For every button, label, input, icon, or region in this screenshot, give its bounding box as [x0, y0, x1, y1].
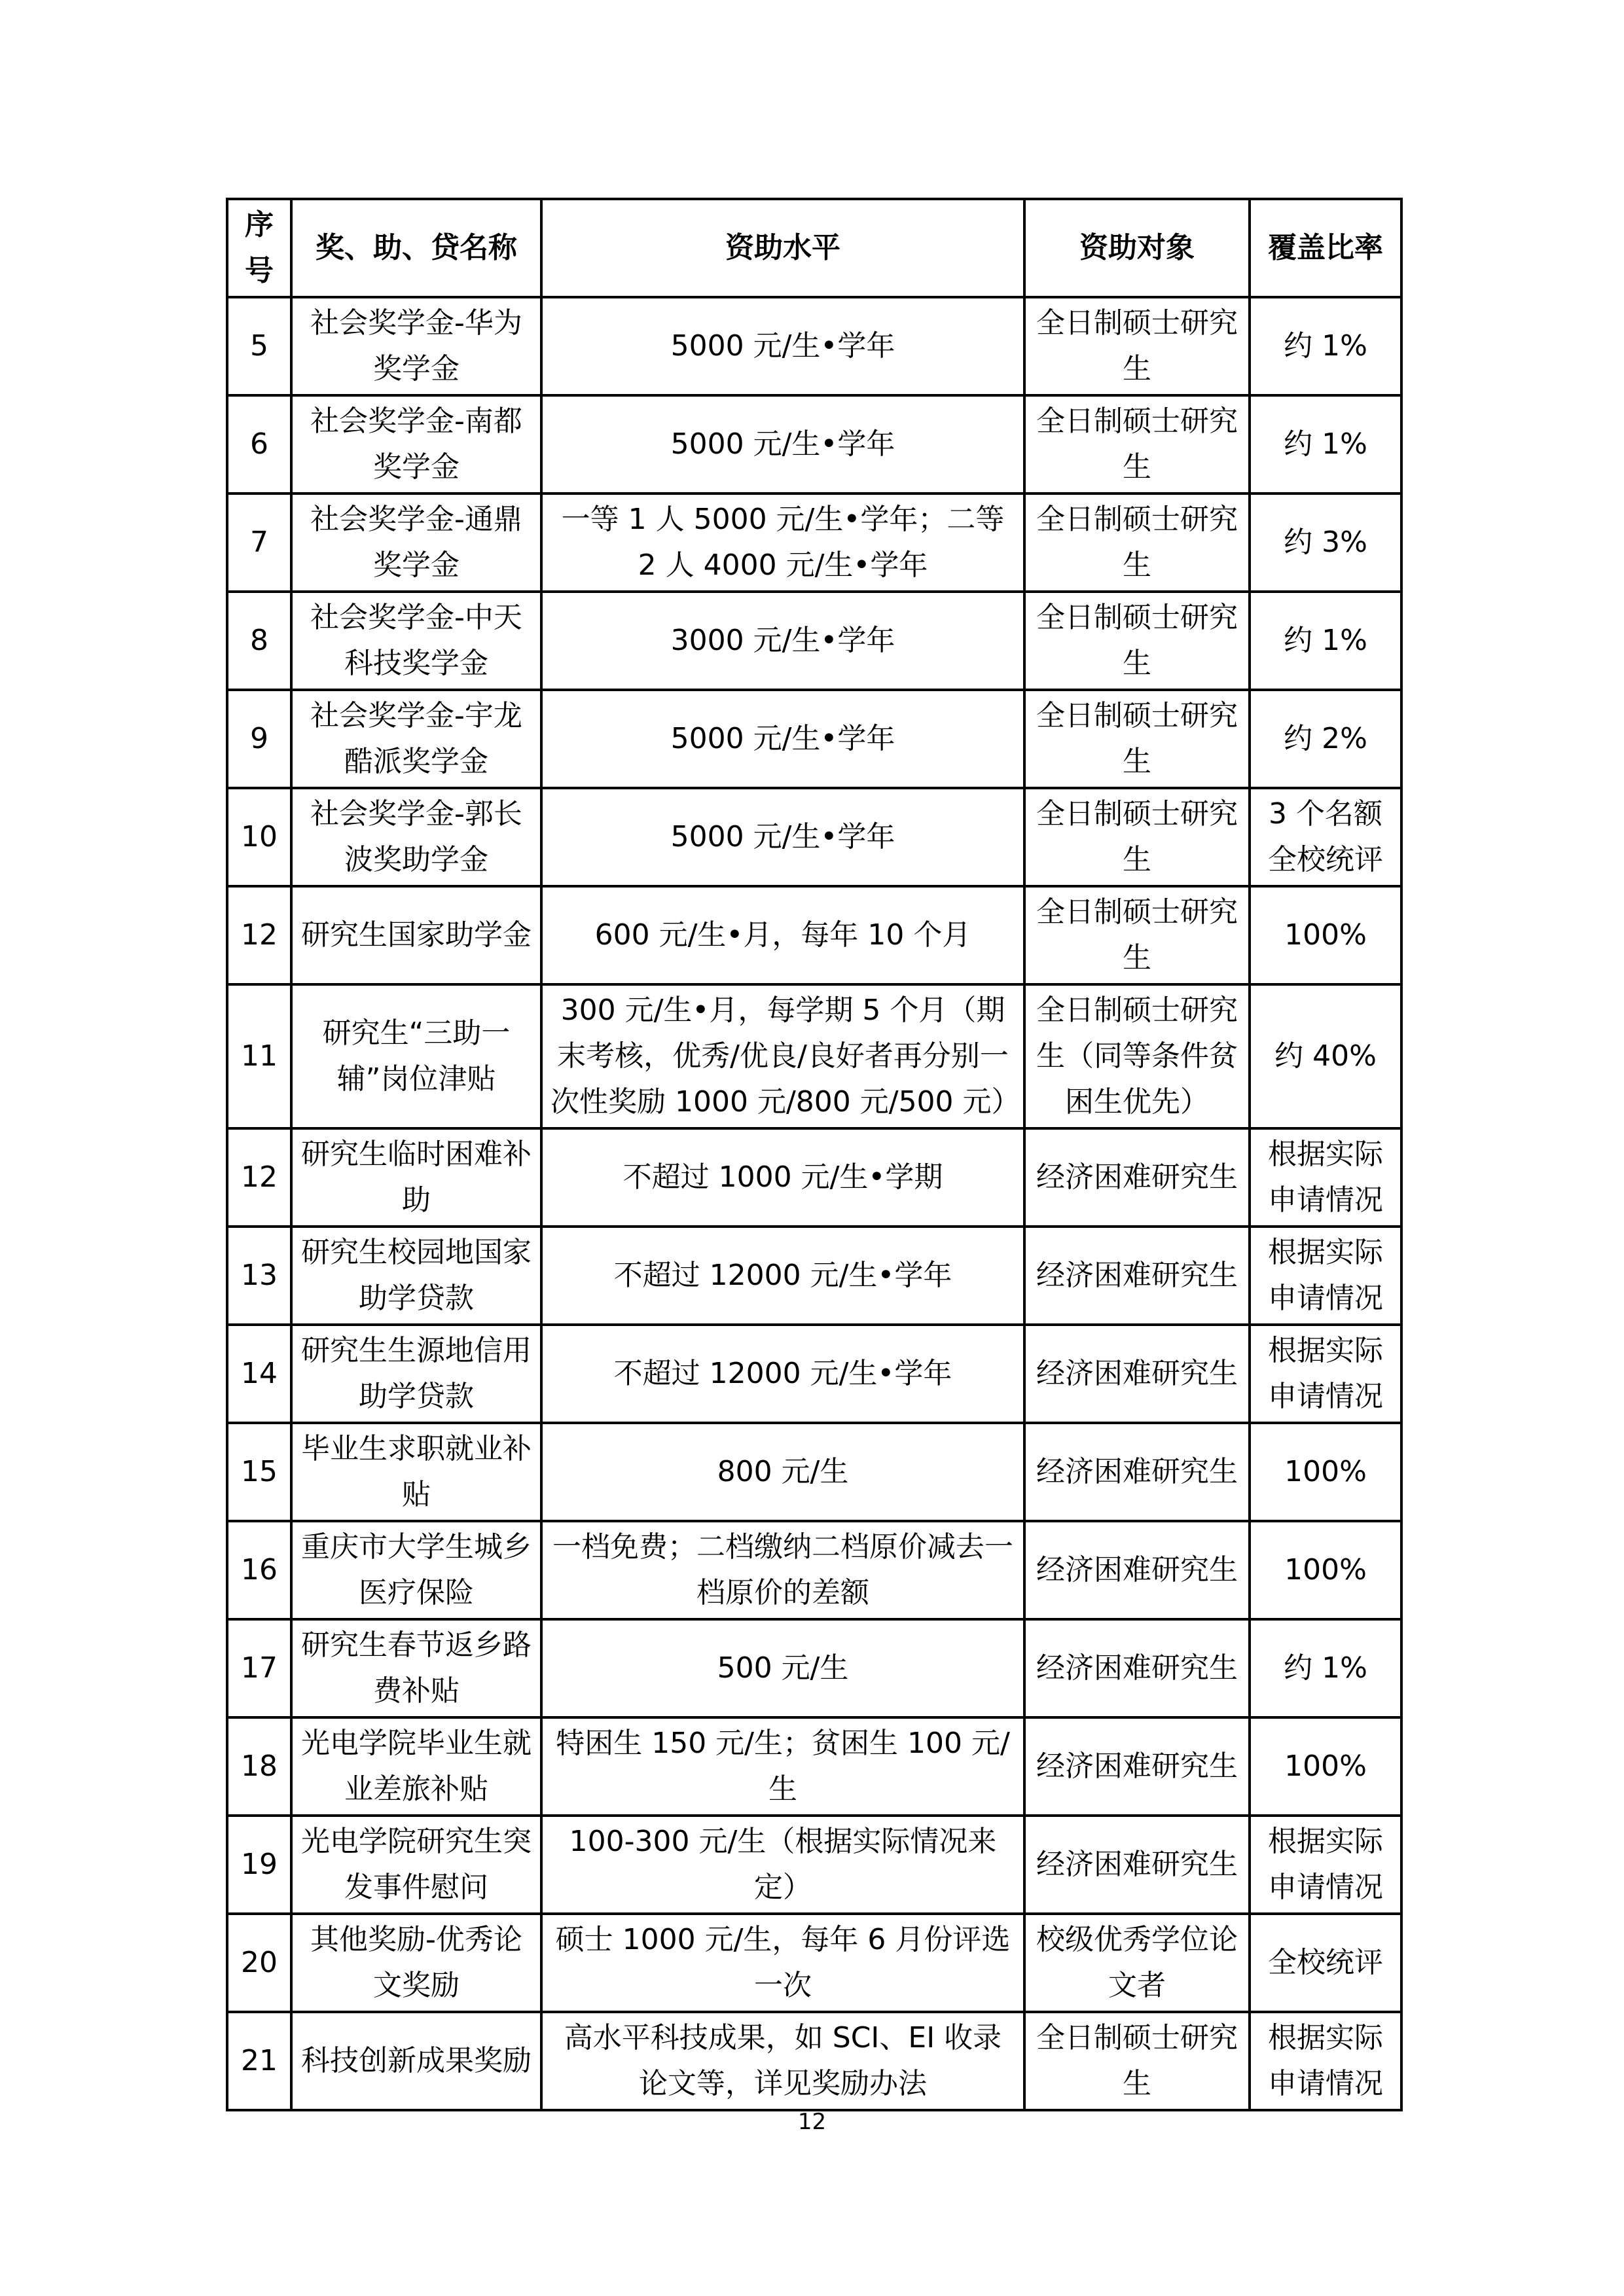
- cell-coverage: 100%: [1250, 1423, 1401, 1521]
- cell-no: 7: [227, 493, 291, 592]
- table-row: [227, 984, 1401, 1128]
- cell-no: 16: [227, 1521, 291, 1619]
- cell-target: 全日制硕士研究生: [1024, 592, 1250, 690]
- cell-target: 全日制硕士研究生: [1024, 297, 1250, 395]
- table-row: [227, 1521, 1401, 1619]
- table-row: [227, 592, 1401, 690]
- cell-level: 600 元/生•月，每年 10 个月: [541, 886, 1024, 984]
- cell-level: 100-300 元/生（根据实际情况来定）: [541, 1816, 1024, 1914]
- cell-level: 3000 元/生•学年: [541, 592, 1024, 690]
- cell-coverage: 100%: [1250, 886, 1401, 984]
- cell-target: 全日制硕士研究生: [1024, 2012, 1250, 2110]
- cell-coverage: 约 3%: [1250, 493, 1401, 592]
- table-row: [227, 886, 1401, 984]
- page-number: 12: [797, 2109, 827, 2135]
- cell-level: 不超过 12000 元/生•学年: [541, 1227, 1024, 1325]
- table-row: [227, 1914, 1401, 2012]
- financial-aid-table: [226, 198, 1403, 2111]
- cell-target: 经济困难研究生: [1024, 1128, 1250, 1227]
- cell-name: 社会奖学金-中天科技奖学金: [291, 592, 541, 690]
- cell-level: 硕士 1000 元/生，每年 6 月份评选一次: [541, 1914, 1024, 2012]
- cell-level: 特困生 150 元/生；贫困生 100 元/生: [541, 1717, 1024, 1816]
- cell-name: 社会奖学金-郭长波奖助学金: [291, 788, 541, 886]
- cell-target: 全日制硕士研究生: [1024, 690, 1250, 788]
- cell-coverage: 100%: [1250, 1521, 1401, 1619]
- table-header-row: [227, 199, 1401, 297]
- cell-no: 20: [227, 1914, 291, 2012]
- cell-level: 800 元/生: [541, 1423, 1024, 1521]
- cell-level: 不超过 12000 元/生•学年: [541, 1325, 1024, 1423]
- table-row: [227, 1816, 1401, 1914]
- cell-no: 13: [227, 1227, 291, 1325]
- table-row: [227, 1717, 1401, 1816]
- cell-target: 经济困难研究生: [1024, 1325, 1250, 1423]
- header-name: 奖、助、贷名称: [291, 199, 541, 297]
- cell-name: 研究生校园地国家助学贷款: [291, 1227, 541, 1325]
- cell-name: 社会奖学金-南都奖学金: [291, 395, 541, 493]
- cell-level: 5000 元/生•学年: [541, 690, 1024, 788]
- cell-no: 8: [227, 592, 291, 690]
- table-row: [227, 1619, 1401, 1717]
- cell-name: 研究生生源地信用助学贷款: [291, 1325, 541, 1423]
- cell-no: 12: [227, 1128, 291, 1227]
- cell-no: 12: [227, 886, 291, 984]
- cell-no: 6: [227, 395, 291, 493]
- cell-target: 全日制硕士研究生: [1024, 788, 1250, 886]
- cell-coverage: 根据实际申请情况: [1250, 2012, 1401, 2110]
- cell-target: 经济困难研究生: [1024, 1227, 1250, 1325]
- cell-no: 17: [227, 1619, 291, 1717]
- cell-level: 300 元/生•月，每学期 5 个月（期末考核，优秀/优良/良好者再分别一次性奖励 1000 元/800 元/500 元）: [541, 984, 1024, 1128]
- cell-name: 光电学院毕业生就业差旅补贴: [291, 1717, 541, 1816]
- cell-no: 14: [227, 1325, 291, 1423]
- cell-no: 18: [227, 1717, 291, 1816]
- cell-name: 研究生春节返乡路费补贴: [291, 1619, 541, 1717]
- table-row: [227, 1128, 1401, 1227]
- cell-target: 全日制硕士研究生: [1024, 395, 1250, 493]
- cell-target: 经济困难研究生: [1024, 1423, 1250, 1521]
- table-row: [227, 395, 1401, 493]
- cell-coverage: 约 2%: [1250, 690, 1401, 788]
- cell-no: 9: [227, 690, 291, 788]
- table-row: [227, 1423, 1401, 1521]
- cell-no: 5: [227, 297, 291, 395]
- cell-target: 经济困难研究生: [1024, 1717, 1250, 1816]
- cell-no: 11: [227, 984, 291, 1128]
- cell-name: 毕业生求职就业补贴: [291, 1423, 541, 1521]
- cell-level: 500 元/生: [541, 1619, 1024, 1717]
- header-no: 序号: [227, 199, 291, 297]
- cell-name: 社会奖学金-宇龙酷派奖学金: [291, 690, 541, 788]
- cell-target: 经济困难研究生: [1024, 1619, 1250, 1717]
- header-coverage: 覆盖比率: [1250, 199, 1401, 297]
- cell-level: 5000 元/生•学年: [541, 297, 1024, 395]
- cell-no: 21: [227, 2012, 291, 2110]
- cell-name: 研究生“三助一辅”岗位津贴: [291, 984, 541, 1128]
- table-row: [227, 788, 1401, 886]
- cell-name: 社会奖学金-华为奖学金: [291, 297, 541, 395]
- cell-level: 5000 元/生•学年: [541, 788, 1024, 886]
- cell-target: 经济困难研究生: [1024, 1816, 1250, 1914]
- table-row: [227, 1325, 1401, 1423]
- cell-level: 一等 1 人 5000 元/生•学年；二等 2 人 4000 元/生•学年: [541, 493, 1024, 592]
- cell-name: 社会奖学金-通鼎奖学金: [291, 493, 541, 592]
- table-row: [227, 297, 1401, 395]
- cell-coverage: 约 1%: [1250, 395, 1401, 493]
- cell-target: 全日制硕士研究生（同等条件贫困生优先）: [1024, 984, 1250, 1128]
- cell-name: 研究生国家助学金: [291, 886, 541, 984]
- cell-coverage: 约 1%: [1250, 592, 1401, 690]
- table-row: [227, 2012, 1401, 2110]
- cell-name: 重庆市大学生城乡医疗保险: [291, 1521, 541, 1619]
- cell-level: 一档免费；二档缴纳二档原价减去一档原价的差额: [541, 1521, 1024, 1619]
- cell-target: 全日制硕士研究生: [1024, 886, 1250, 984]
- cell-name: 科技创新成果奖励: [291, 2012, 541, 2110]
- cell-coverage: 约 1%: [1250, 1619, 1401, 1717]
- cell-no: 15: [227, 1423, 291, 1521]
- header-level: 资助水平: [541, 199, 1024, 297]
- cell-target: 校级优秀学位论文者: [1024, 1914, 1250, 2012]
- cell-level: 不超过 1000 元/生•学期: [541, 1128, 1024, 1227]
- cell-coverage: 根据实际申请情况: [1250, 1128, 1401, 1227]
- cell-level: 5000 元/生•学年: [541, 395, 1024, 493]
- cell-no: 19: [227, 1816, 291, 1914]
- cell-name: 研究生临时困难补助: [291, 1128, 541, 1227]
- cell-target: 全日制硕士研究生: [1024, 493, 1250, 592]
- cell-name: 光电学院研究生突发事件慰问: [291, 1816, 541, 1914]
- cell-target: 经济困难研究生: [1024, 1521, 1250, 1619]
- table-row: [227, 1227, 1401, 1325]
- table-row: [227, 690, 1401, 788]
- cell-coverage: 3 个名额全校统评: [1250, 788, 1401, 886]
- cell-coverage: 根据实际申请情况: [1250, 1816, 1401, 1914]
- cell-no: 10: [227, 788, 291, 886]
- cell-coverage: 100%: [1250, 1717, 1401, 1816]
- cell-coverage: 根据实际申请情况: [1250, 1325, 1401, 1423]
- cell-level: 高水平科技成果，如 SCI、EI 收录论文等，详见奖励办法: [541, 2012, 1024, 2110]
- cell-coverage: 约 40%: [1250, 984, 1401, 1128]
- cell-coverage: 约 1%: [1250, 297, 1401, 395]
- cell-name: 其他奖励-优秀论文奖励: [291, 1914, 541, 2012]
- cell-coverage: 根据实际申请情况: [1250, 1227, 1401, 1325]
- table-row: [227, 493, 1401, 592]
- header-target: 资助对象: [1024, 199, 1250, 297]
- cell-coverage: 全校统评: [1250, 1914, 1401, 2012]
